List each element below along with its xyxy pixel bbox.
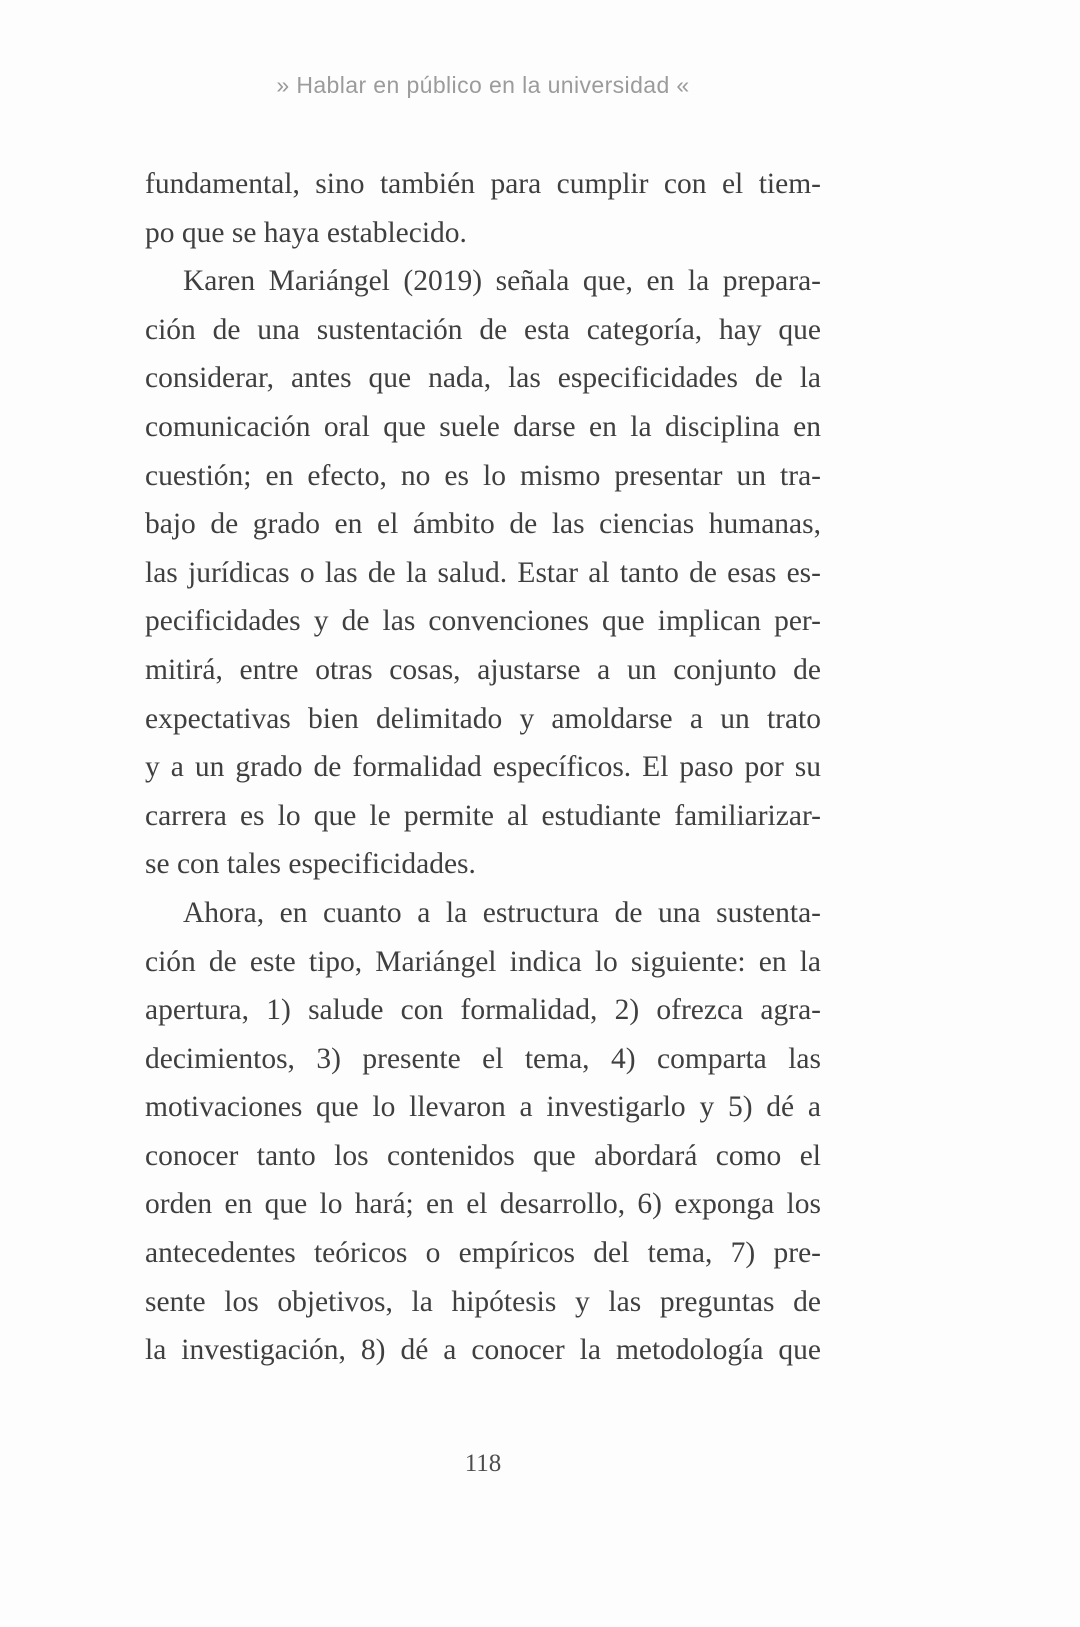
text-line: cuestión; en efecto, no es lo mismo presentar un tra- bbox=[145, 459, 821, 492]
text-line: po que se haya establecido. bbox=[145, 216, 467, 249]
text-line: se con tales especificidades. bbox=[145, 848, 476, 881]
text-line: ción de este tipo, Mariángel indica lo siguiente: en la bbox=[145, 945, 821, 978]
text-line: fundamental, sino también para cumplir con el tiem- bbox=[145, 168, 821, 200]
text-line: considerar, antes que nada, las especificidades de la bbox=[145, 362, 821, 395]
text-line: carrera es lo que le permite al estudiante familiarizar- bbox=[145, 799, 821, 832]
text-line: mitirá, entre otras cosas, ajustarse a un conjunto de bbox=[145, 653, 821, 686]
text-line: sente los objetivos, la hipótesis y las preguntas de bbox=[145, 1285, 821, 1318]
text-line: ción de una sustentación de esta categoría, hay que bbox=[145, 313, 821, 346]
text-line: orden en que lo hará; en el desarrollo, 6) exponga los bbox=[145, 1188, 821, 1221]
running-header: » Hablar en público en la universidad « bbox=[276, 72, 690, 98]
body-text bbox=[145, 160, 821, 1375]
text-line: antecedentes teóricos o empíricos del tema, 7) pre- bbox=[145, 1237, 821, 1270]
text-line: motivaciones que lo llevaron a investigarlo y 5) dé a bbox=[145, 1091, 821, 1124]
text-line: pecificidades y de las convenciones que implican per- bbox=[145, 605, 821, 638]
text-line: Karen Mariángel (2019) señala que, en la prepara- bbox=[183, 265, 821, 298]
text-line: las jurídicas o las de la salud. Estar al tanto de esas es- bbox=[145, 556, 821, 589]
text-line: la investigación, 8) dé a conocer la metodología que bbox=[145, 1334, 821, 1367]
text-line: apertura, 1) salude con formalidad, 2) ofrezca agra- bbox=[145, 994, 821, 1027]
text-line: y a un grado de formalidad específicos. El paso por su bbox=[145, 751, 821, 784]
text-line: decimientos, 3) presente el tema, 4) comparta las bbox=[145, 1042, 821, 1075]
text-line: conocer tanto los contenidos que abordará como el bbox=[145, 1139, 821, 1172]
page-number: 118 bbox=[464, 1450, 502, 1477]
text-line: Ahora, en cuanto a la estructura de una sustenta- bbox=[183, 896, 821, 929]
text-line: comunicación oral que suele darse en la disciplina en bbox=[145, 410, 821, 443]
text-line: expectativas bien delimitado y amoldarse a un trato bbox=[145, 702, 821, 735]
text-line: bajo de grado en el ámbito de las ciencias humanas, bbox=[145, 508, 821, 541]
